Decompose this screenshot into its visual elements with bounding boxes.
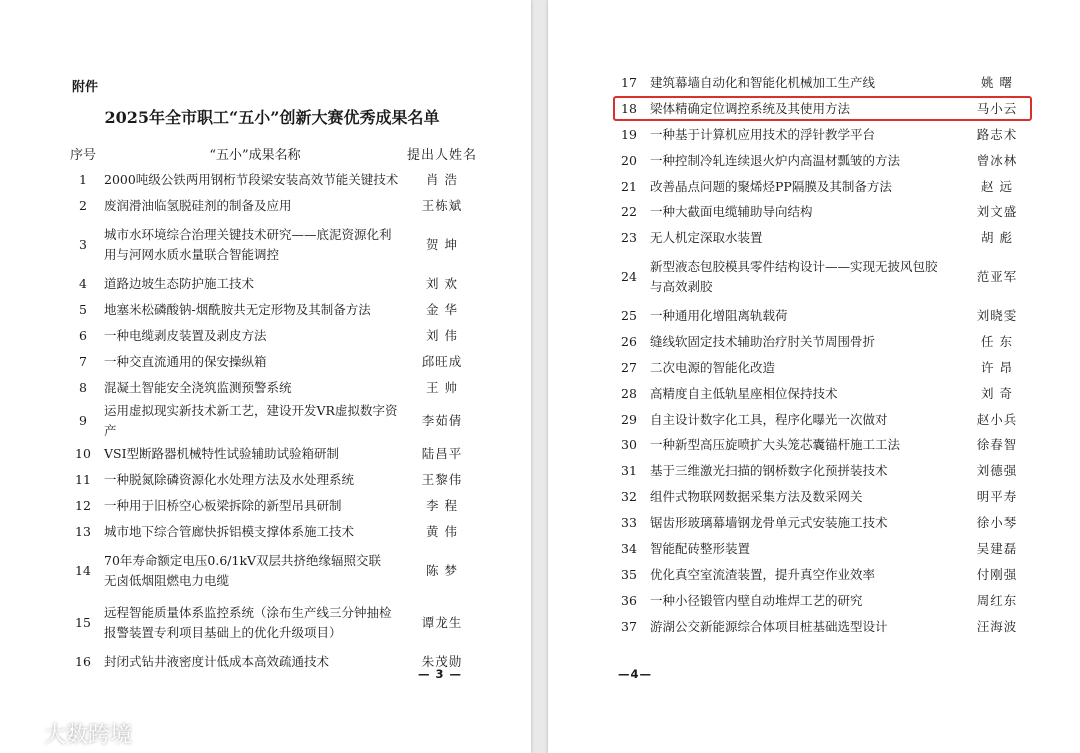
row-number: 7 bbox=[79, 354, 87, 369]
achievement-name-line: 二次电源的智能化改造 bbox=[650, 359, 776, 375]
achievement-name bbox=[646, 458, 962, 484]
achievement-name-line: 无卤低烟阻燃电力电缆 bbox=[104, 573, 230, 588]
row-number: 30 bbox=[621, 437, 637, 453]
table-row bbox=[66, 467, 478, 493]
achievement-name bbox=[646, 562, 962, 588]
row-number: 19 bbox=[621, 126, 637, 142]
table-row bbox=[66, 493, 478, 519]
row-number: 4 bbox=[79, 276, 87, 291]
proposer-name: 金 华 bbox=[426, 302, 458, 317]
row-number: 13 bbox=[75, 524, 91, 539]
row-number: 27 bbox=[621, 359, 637, 375]
row-number: 15 bbox=[75, 615, 91, 630]
document-title: 2025年全市职工“五小”创新大赛优秀成果名单 bbox=[104, 108, 440, 127]
achievement-name-line: 无人机定深取水装置 bbox=[650, 230, 763, 246]
proposer-name: 王 帅 bbox=[426, 380, 458, 395]
achievement-name-line: 一种交直流通用的保安操纵箱 bbox=[104, 354, 267, 369]
achievement-name-line: 2000吨级公铁两用钢桁节段梁安装高效节能关键技术 bbox=[104, 172, 399, 187]
achievement-name bbox=[646, 355, 962, 381]
proposer-name: 刘德强 bbox=[976, 463, 1018, 479]
proposer-name: 肖 浩 bbox=[426, 172, 458, 187]
table-row bbox=[612, 122, 1032, 148]
achievement-name bbox=[646, 199, 962, 225]
achievement-name-line: 城市地下综合管廊快拆铝模支撑体系施工技术 bbox=[104, 524, 355, 539]
table-row bbox=[612, 355, 1032, 381]
table-row bbox=[612, 70, 1032, 96]
proposer-name: 王黎伟 bbox=[421, 472, 463, 487]
proposer-name: 马小云 bbox=[976, 100, 1018, 116]
achievement-name bbox=[100, 297, 406, 323]
achievement-name-line: 梁体精确定位调控系统及其使用方法 bbox=[650, 100, 851, 116]
achievement-name bbox=[100, 375, 406, 401]
achievement-name bbox=[646, 381, 962, 407]
achievement-name-line: 一种小径锻管内壁自动堆焊工艺的研究 bbox=[650, 592, 863, 608]
achievement-name-line: 报警装置专利项目基础上的优化升级项目） bbox=[104, 625, 342, 640]
row-number: 17 bbox=[621, 74, 637, 90]
proposer-name: 胡 彪 bbox=[981, 230, 1013, 246]
achievement-name bbox=[100, 519, 406, 545]
table-row bbox=[66, 401, 478, 441]
proposer-name: 赵小兵 bbox=[976, 411, 1018, 427]
achievement-name-line: 与高效剥胶 bbox=[650, 279, 713, 295]
table-row bbox=[66, 271, 478, 297]
achievement-name bbox=[100, 441, 406, 467]
table-row bbox=[66, 219, 478, 271]
row-number: 36 bbox=[621, 592, 637, 608]
achievement-name-line: 一种通用化增阻离轨载荷 bbox=[650, 307, 788, 323]
achievement-name bbox=[646, 614, 962, 640]
table-row bbox=[66, 297, 478, 323]
table-row bbox=[612, 484, 1032, 510]
row-number: 20 bbox=[621, 152, 637, 168]
header-person: 提出人姓名 bbox=[406, 148, 477, 163]
table-row bbox=[612, 174, 1032, 200]
table-row bbox=[612, 588, 1032, 614]
proposer-name: 黄 伟 bbox=[426, 524, 458, 539]
achievement-name-line: 缝线软固定技术辅助治疗肘关节周围骨折 bbox=[650, 333, 876, 349]
achievement-name bbox=[646, 225, 962, 251]
proposer-name: 王栋斌 bbox=[421, 198, 463, 213]
achievement-name bbox=[646, 329, 962, 355]
table-row bbox=[66, 597, 478, 649]
proposer-name: 徐小琴 bbox=[976, 515, 1018, 531]
table-row bbox=[612, 407, 1032, 433]
achievement-name bbox=[100, 193, 406, 219]
achievement-name bbox=[646, 588, 962, 614]
row-number: 29 bbox=[621, 411, 637, 427]
row-number: 1 bbox=[79, 172, 87, 187]
table-row bbox=[612, 251, 1032, 303]
achievement-name bbox=[646, 484, 962, 510]
proposer-name: 朱茂勋 bbox=[421, 654, 463, 669]
table-row bbox=[612, 303, 1032, 329]
header-no: 序号 bbox=[69, 148, 96, 163]
page-number: —4— bbox=[618, 667, 653, 681]
proposer-name: 吴建磊 bbox=[976, 540, 1018, 556]
achievement-name-line: 70年寿命额定电压0.6/1kV双层共挤绝缘辐照交联 bbox=[104, 553, 382, 568]
watermark bbox=[6, 718, 132, 749]
achievement-name bbox=[100, 467, 406, 493]
row-number: 8 bbox=[79, 380, 87, 395]
achievement-name-line: 一种基于计算机应用技术的浮针教学平台 bbox=[650, 126, 876, 142]
proposer-name: 刘 奇 bbox=[981, 385, 1013, 401]
proposer-name: 李茹倩 bbox=[421, 413, 463, 428]
achievement-name-line: 一种控制冷轧连续退火炉内高温材瓢皱的方法 bbox=[650, 152, 901, 168]
achievement-name-line: VSI型断路器机械特性试验辅助试验箱研制 bbox=[104, 446, 340, 461]
achievement-name bbox=[100, 271, 406, 297]
achievement-name bbox=[646, 174, 962, 200]
achievement-name-line: 锯齿形玻璃幕墙钢龙骨单元式安装施工技术 bbox=[650, 515, 888, 531]
proposer-name: 陆昌平 bbox=[421, 446, 463, 461]
achievement-name bbox=[646, 122, 962, 148]
row-number: 37 bbox=[621, 618, 637, 634]
table-row bbox=[612, 562, 1032, 588]
achievement-name-line: 一种电缆剥皮装置及剥皮方法 bbox=[104, 328, 267, 343]
proposer-name: 刘文盛 bbox=[976, 204, 1018, 220]
row-number: 25 bbox=[621, 307, 637, 323]
table-row bbox=[66, 545, 478, 597]
proposer-name: 周红东 bbox=[976, 592, 1018, 608]
row-number: 5 bbox=[79, 302, 87, 317]
row-number: 2 bbox=[79, 198, 87, 213]
row-number: 18 bbox=[621, 100, 637, 116]
proposer-name: 曾冰林 bbox=[976, 152, 1018, 168]
row-number: 11 bbox=[75, 472, 91, 487]
achievement-name-line: 城市水环境综合治理关键技术研究——底泥资源化利 bbox=[104, 227, 392, 242]
proposer-name: 赵 远 bbox=[981, 178, 1013, 194]
proposer-name: 贺 坤 bbox=[426, 237, 458, 252]
table-header-row bbox=[66, 145, 478, 167]
proposer-name: 范亚军 bbox=[976, 269, 1018, 285]
achievement-name bbox=[646, 70, 962, 96]
proposer-name: 李 程 bbox=[426, 498, 458, 513]
achievement-name-line: 封闭式钻井液密度计低成本高效疏通技术 bbox=[104, 654, 330, 669]
row-number: 23 bbox=[621, 230, 637, 246]
achievement-name-line: 高精度自主低轨星座相位保持技术 bbox=[650, 385, 838, 401]
achievement-name bbox=[646, 148, 962, 174]
achievement-name bbox=[646, 536, 962, 562]
watermark-text: 大数跨境 bbox=[44, 723, 133, 748]
achievement-name-line: 一种新型高压旋喷扩大头笼芯囊锚杆施工工法 bbox=[650, 437, 901, 453]
row-number: 33 bbox=[621, 515, 637, 531]
achievement-name-line: 自主设计数字化工具，程序化曝光一次做对 bbox=[650, 411, 888, 427]
proposer-name: 明平寿 bbox=[976, 489, 1018, 505]
proposer-name: 刘晓雯 bbox=[976, 307, 1018, 323]
cloud-logo-icon bbox=[6, 723, 40, 745]
proposer-name: 路志术 bbox=[976, 126, 1018, 142]
table-row bbox=[612, 510, 1032, 536]
table-row bbox=[612, 225, 1032, 251]
achievement-name bbox=[100, 219, 406, 271]
table-row bbox=[612, 199, 1032, 225]
achievement-name-line: 一种大截面电缆辅助导向结构 bbox=[650, 204, 813, 220]
table-row bbox=[612, 458, 1032, 484]
achievement-name-line: 一种用于旧桥空心板梁拆除的新型吊具研制 bbox=[104, 498, 342, 513]
achievement-name bbox=[100, 545, 406, 597]
achievement-name bbox=[646, 303, 962, 329]
proposer-name: 汪海波 bbox=[976, 618, 1018, 634]
proposer-name: 任 东 bbox=[981, 333, 1013, 349]
achievement-name-line: 改善晶点问题的聚烯烃PP隔膜及其制备方法 bbox=[650, 178, 892, 194]
achievement-name-line: 用与河网水质水量联合智能调控 bbox=[104, 247, 280, 262]
achievement-name-line: 地塞米松磷酸钠-烟酰胺共无定形物及其制备方法 bbox=[104, 302, 371, 317]
achievement-name-line: 组件式物联网数据采集方法及数采网关 bbox=[650, 489, 863, 505]
achievement-name-line: 远程智能质量体系监控系统（涂布生产线三分钟抽检 bbox=[104, 605, 392, 620]
results-table-left bbox=[66, 145, 478, 675]
row-number: 10 bbox=[75, 446, 91, 461]
row-number: 12 bbox=[75, 498, 91, 513]
achievement-name-line: 智能配砖整形装置 bbox=[650, 540, 751, 556]
achievement-name-line: 运用虚拟现实新技术新工艺，建设开发VR虚拟数字资产 bbox=[104, 403, 398, 438]
row-number: 14 bbox=[75, 563, 91, 578]
achievement-name-line: 基于三维激光扫描的钢桥数字化预拼装技术 bbox=[650, 463, 888, 479]
row-number: 35 bbox=[621, 566, 637, 582]
proposer-name: 谭龙生 bbox=[421, 615, 463, 630]
annex-label: 附件 bbox=[72, 80, 99, 95]
row-number: 22 bbox=[621, 204, 637, 220]
achievement-name bbox=[100, 323, 406, 349]
table-row bbox=[612, 536, 1032, 562]
proposer-name: 付刚强 bbox=[976, 566, 1018, 582]
row-number: 6 bbox=[79, 328, 87, 343]
proposer-name: 姚 曙 bbox=[981, 74, 1013, 90]
table-row bbox=[66, 441, 478, 467]
achievement-name bbox=[100, 401, 406, 441]
table-row bbox=[66, 323, 478, 349]
row-number: 26 bbox=[621, 333, 637, 349]
achievement-name bbox=[646, 510, 962, 536]
table-row bbox=[66, 375, 478, 401]
achievement-name bbox=[100, 349, 406, 375]
achievement-name bbox=[646, 251, 962, 303]
row-number: 21 bbox=[621, 178, 637, 194]
proposer-name: 陈 梦 bbox=[426, 563, 458, 578]
table-row bbox=[612, 614, 1032, 640]
achievement-name-line: 道路边坡生态防护施工技术 bbox=[104, 276, 255, 291]
table-row bbox=[612, 329, 1032, 355]
row-number: 34 bbox=[621, 540, 637, 556]
proposer-name: 刘 伟 bbox=[426, 328, 458, 343]
achievement-name bbox=[646, 407, 962, 433]
achievement-name-line: 游湖公交新能源综合体项目桩基础选型设计 bbox=[650, 618, 888, 634]
achievement-name-line: 混凝土智能安全浇筑监测预警系统 bbox=[104, 380, 292, 395]
row-number: 16 bbox=[75, 654, 91, 669]
table-row bbox=[612, 432, 1032, 458]
achievement-name-line: 废润滑油临氢脱硅剂的制备及应用 bbox=[104, 198, 292, 213]
achievement-name-line: 建筑幕墙自动化和智能化机械加工生产线 bbox=[650, 74, 876, 90]
row-number: 31 bbox=[621, 463, 637, 479]
achievement-name bbox=[100, 167, 406, 193]
achievement-name bbox=[100, 649, 406, 675]
table-row bbox=[612, 381, 1032, 407]
proposer-name: 徐春智 bbox=[976, 437, 1018, 453]
table-row bbox=[66, 649, 478, 675]
achievement-name-line: 优化真空室流渣装置，提升真空作业效率 bbox=[650, 566, 876, 582]
results-table-right bbox=[612, 70, 1032, 640]
table-row bbox=[612, 148, 1032, 174]
achievement-name bbox=[100, 493, 406, 519]
row-number: 32 bbox=[621, 489, 637, 505]
proposer-name: 许 昂 bbox=[981, 359, 1013, 375]
row-number: 28 bbox=[621, 385, 637, 401]
page-number: — 3 — bbox=[418, 667, 463, 681]
achievement-name-line: 新型液态包胶模具零件结构设计——实现无披风包胶 bbox=[650, 259, 938, 275]
highlight-box-row-18 bbox=[613, 96, 1032, 121]
proposer-name: 邱旺成 bbox=[421, 354, 463, 369]
table-row bbox=[66, 349, 478, 375]
table-row bbox=[66, 167, 478, 193]
row-number: 24 bbox=[621, 269, 637, 285]
table-row bbox=[66, 193, 478, 219]
row-number: 9 bbox=[79, 413, 87, 428]
table-row bbox=[66, 519, 478, 545]
header-name: “五小”成果名称 bbox=[209, 148, 301, 163]
row-number: 3 bbox=[79, 237, 87, 252]
achievement-name-line: 一种脱氮除磷资源化水处理方法及水处理系统 bbox=[104, 472, 355, 487]
achievement-name bbox=[646, 432, 962, 458]
proposer-name: 刘 欢 bbox=[426, 276, 458, 291]
achievement-name bbox=[100, 597, 406, 649]
